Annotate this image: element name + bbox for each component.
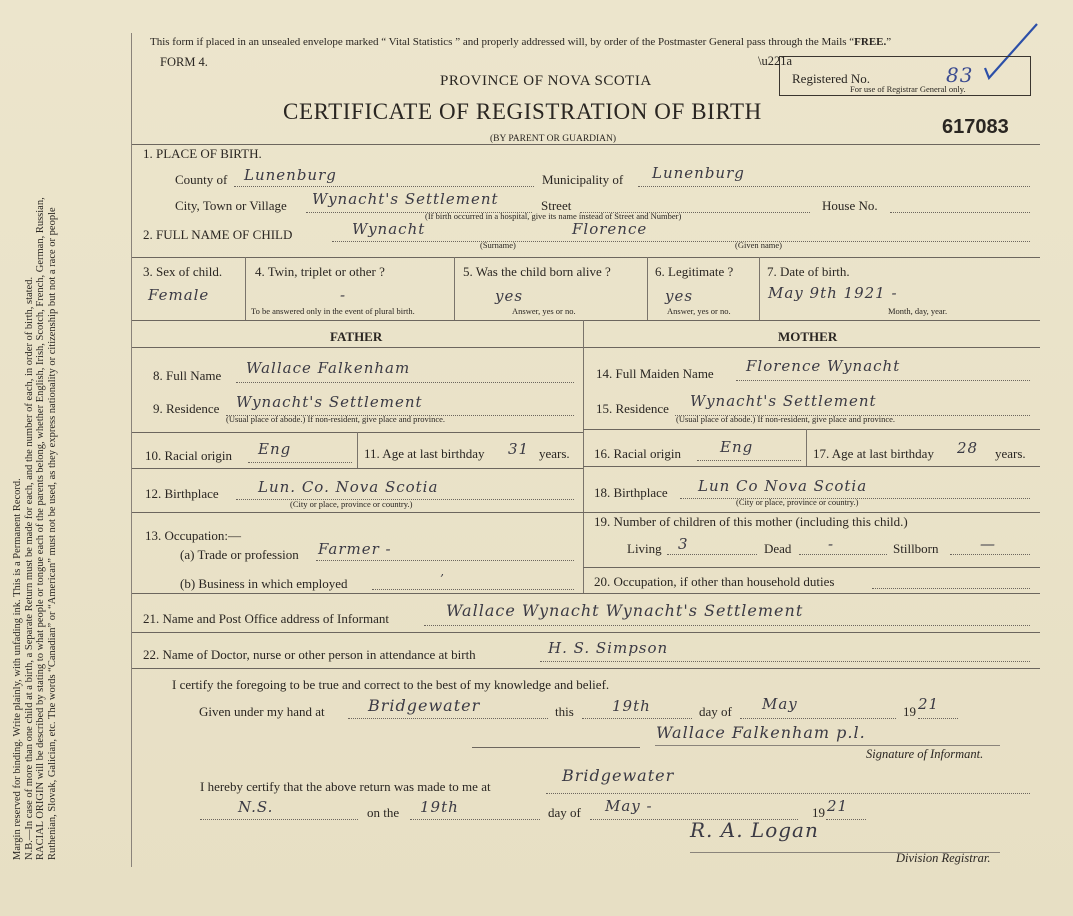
twin-value: - [340,286,347,304]
on-the-label: on the [367,805,400,820]
father-heading: FATHER [330,329,383,344]
province-heading: PROVINCE OF NOVA SCOTIA [440,73,652,89]
day-of-label: day of [699,704,732,719]
this-line [582,718,692,719]
father-trade-value: Farmer - [318,540,392,558]
hospital-note: (If birth occurred in a hospital, give its name instead of Street and Number) [425,211,682,221]
row3-divider-3 [647,257,648,320]
mother-residence-note [676,414,895,424]
registered-label: Registered No. [792,71,870,86]
mail-note-prefix: This form if placed in an unsealed envelope marked “ Vital Statistics ” and properly addressed will, by order of the Postmaster General pass through the Mails “ [150,36,855,48]
municipality-line [638,186,1030,187]
given-name-label: (Given name) [735,240,782,250]
twin-label: 4. Twin, triplet or other ? [255,264,385,279]
mother-birthplace-value: Lun Co Nova Scotia [698,477,868,495]
registrar-place-value: Bridgewater [562,766,675,785]
row3-divider-1 [245,257,246,320]
dead-value: - [828,535,835,553]
registrar-place-line [546,793,1030,794]
day-of-line [740,718,896,719]
year-prefix: 19 [903,704,916,719]
mother-racial-line [697,460,801,461]
parents-divider [583,320,584,593]
father-age-divider [357,432,358,468]
father-name-line [236,382,574,383]
registrar-year-line [826,819,866,820]
mother-occupation-line [872,588,1030,589]
county-label: County of [175,172,228,187]
municipality-label: Municipality of [542,172,624,187]
father-name-label: 8. Full Name [153,368,222,383]
row3-divider-2 [454,257,455,320]
father-trade-line [316,560,574,561]
date-note: Month, day, year. [888,306,948,316]
given-label: Given under my hand at [199,704,325,719]
doctor-label: 22. Name of Doctor, nurse or other person in attendance at birth [143,647,476,662]
margin-note-2: N.B.—In case of more than one child at a birth, a Separate Return must be made for each, and the number of each, in order of birth, stated. [23,276,35,860]
tick-mark: \u221a [758,54,793,68]
place-of-birth-label: 1. PLACE OF BIRTH. [143,146,262,161]
father-birthplace-note: (City or place, province or country.) [290,499,413,509]
certificate-number: 617083 [942,116,1009,138]
certificate-title: CERTIFICATE OF REGISTRATION OF BIRTH [283,99,762,124]
street-label: Street [541,198,572,213]
mother-racial-value: Eng [720,438,754,456]
children-label: 19. Number of children of this mother (including this child.) [594,514,908,529]
father-years-label: years. [539,446,570,461]
mail-note-suffix: ” [886,36,892,48]
on-the-value: 19th [420,798,459,816]
mother-rule-1 [583,429,1040,430]
legit-label: 6. Legitimate ? [655,264,734,279]
alive-value: yes [495,287,524,305]
given-place-line [348,718,548,719]
county-line [234,186,534,187]
father-birthplace-label: 12. Birthplace [145,486,219,501]
mother-age-value: 28 [957,439,979,457]
this-value: 19th [612,697,651,715]
informant-signature-label: Signature of Informant. [866,747,984,761]
form-number: FORM 4. [160,55,208,69]
alive-label: 5. Was the child born alive ? [463,264,611,279]
on-the-line [410,819,540,820]
parents-rule [132,347,1040,348]
given-place-value: Bridgewater [368,696,481,715]
mother-age-label: 17. Age at last birthday [813,446,934,461]
mail-note [150,36,891,48]
birthplace-rule [132,512,1040,513]
father-business-value: ’ [440,572,445,586]
legit-note: Answer, yes or no. [667,306,731,316]
stillborn-value: — [980,535,996,553]
date-label: 7. Date of birth. [767,264,850,279]
father-age-label: 11. Age at last birthday [364,446,485,461]
registrar-signature: R. A. Logan [690,818,819,842]
father-age-value: 31 [508,440,530,458]
mother-residence-note-b: If non-resident, give place and province. [757,414,896,424]
doctor-line [540,661,1030,662]
living-label: Living [627,541,662,556]
father-residence-note-a: (Usual place of abode.) [226,414,306,424]
row3-top-rule [132,257,1040,258]
mother-birthplace-label: 18. Birthplace [594,485,668,500]
father-occupation-label: 13. Occupation:— [145,528,242,543]
registered-box [779,56,1031,96]
informant-rule [132,632,1040,633]
registrar-text: I hereby certify that the above return was made to me at [200,779,491,794]
row3-divider-4 [759,257,760,320]
dead-label: Dead [764,541,792,556]
stillborn-line [950,554,1030,555]
informant-signature-line [655,745,1000,746]
this-label: this [555,704,574,719]
twin-note: To be answered only in the event of plural birth. [251,306,415,316]
father-residence-value: Wynacht's Settlement [236,393,423,411]
house-line [890,212,1030,213]
divider [132,144,1040,145]
margin-note-1: Margin reserved for binding. Write plainly, with unfading ink. This is a Permanent Record. [12,478,23,860]
informant-line [424,625,1030,626]
father-birthplace-value: Lun. Co. Nova Scotia [258,478,439,496]
mother-occupation-label: 20. Occupation, if other than household duties [594,574,835,589]
living-line [667,554,757,555]
registered-note: For use of Registrar General only. [850,84,966,94]
doctor-value: H. S. Simpson [548,639,669,657]
mother-rule-2 [583,466,1040,467]
margin-note-3: RACIAL ORIGIN will be described by stating to what people or tongue each of the parents belong, whether English, Irish, Scotch, French, German, Russian, [35,197,46,860]
registrar-province-value: N.S. [238,798,274,816]
stillborn-label: Stillborn [893,541,939,556]
informant-signature: Wallace Falkenham p.l. [656,723,866,742]
margin-note-4: Ruthenian, Slovak, Galician, etc. The words “Canadian” or “American” must not be used, as they express nationality or citizenship but not a race or people [46,207,58,860]
alive-note: Answer, yes or no. [512,306,576,316]
father-residence-note [226,414,445,424]
sex-label: 3. Sex of child. [143,264,223,279]
father-racial-line [248,462,352,463]
registered-value: 83 [946,63,974,87]
mother-residence-note-a: (Usual place of abode.) [676,414,756,424]
father-racial-value: Eng [258,440,292,458]
father-name-value: Wallace Falkenham [246,359,411,377]
city-value: Wynacht's Settlement [312,190,499,208]
row3-bottom-rule [132,320,1040,321]
margin-notes [12,10,132,860]
county-value: Lunenburg [244,166,337,184]
certificate-subtitle: (BY PARENT OR GUARDIAN) [490,134,617,144]
registrar-day-of-label: day of [548,805,581,820]
living-value: 3 [678,535,689,553]
year-line [918,718,958,719]
dead-line [799,554,887,555]
father-business-line [372,589,574,590]
mother-racial-label: 16. Racial origin [594,446,682,461]
father-racial-label: 10. Racial origin [145,448,233,463]
mail-note-free: FREE. [854,36,887,48]
sex-value: Female [148,286,210,304]
registrar-day-of-value: May - [605,797,653,815]
father-residence-label: 9. Residence [153,401,220,416]
child-name-line [332,241,1030,242]
municipality-value: Lunenburg [652,164,745,182]
father-residence-note-b: If non-resident, give place and province. [307,414,446,424]
day-of-value: May [762,695,798,713]
informant-value: Wallace Wynacht Wynacht's Settlement [446,601,804,620]
child-name-label: 2. FULL NAME OF CHILD [143,227,293,242]
mother-rule-3 [583,567,1040,568]
date-value: May 9th 1921 - [768,284,898,302]
mother-residence-value: Wynacht's Settlement [690,392,877,410]
mother-years-label: years. [995,446,1026,461]
house-label: House No. [822,198,878,213]
informant-top-rule [132,593,1040,594]
child-given-value: Florence [572,220,648,238]
mother-name-line [736,380,1030,381]
certify-text: I certify the foregoing to be true and correct to the best of my knowledge and belief. [172,677,610,692]
registrar-province-line [200,819,358,820]
mother-age-divider [806,429,807,466]
mother-name-label: 14. Full Maiden Name [596,366,714,381]
blank-signature-line [472,747,640,748]
mother-name-value: Florence Wynacht [746,357,901,375]
city-label: City, Town or Village [175,198,287,213]
child-surname-value: Wynacht [352,220,426,238]
father-business-label: (b) Business in which employed [180,576,348,591]
informant-label: 21. Name and Post Office address of Informant [143,611,389,626]
registrar-year-prefix: 19 [812,805,825,820]
father-rule-2 [132,468,583,469]
mother-heading: MOTHER [778,329,838,344]
legit-value: yes [665,287,694,305]
mother-birthplace-note: (City or place, province or country.) [736,497,859,507]
year-value: 21 [918,695,940,713]
registrar-year-value: 21 [827,797,849,815]
mother-residence-label: 15. Residence [596,401,669,416]
registrar-label: Division Registrar. [896,851,991,865]
father-trade-label: (a) Trade or profession [180,547,299,562]
doctor-rule [132,668,1040,669]
surname-label: (Surname) [480,240,516,250]
